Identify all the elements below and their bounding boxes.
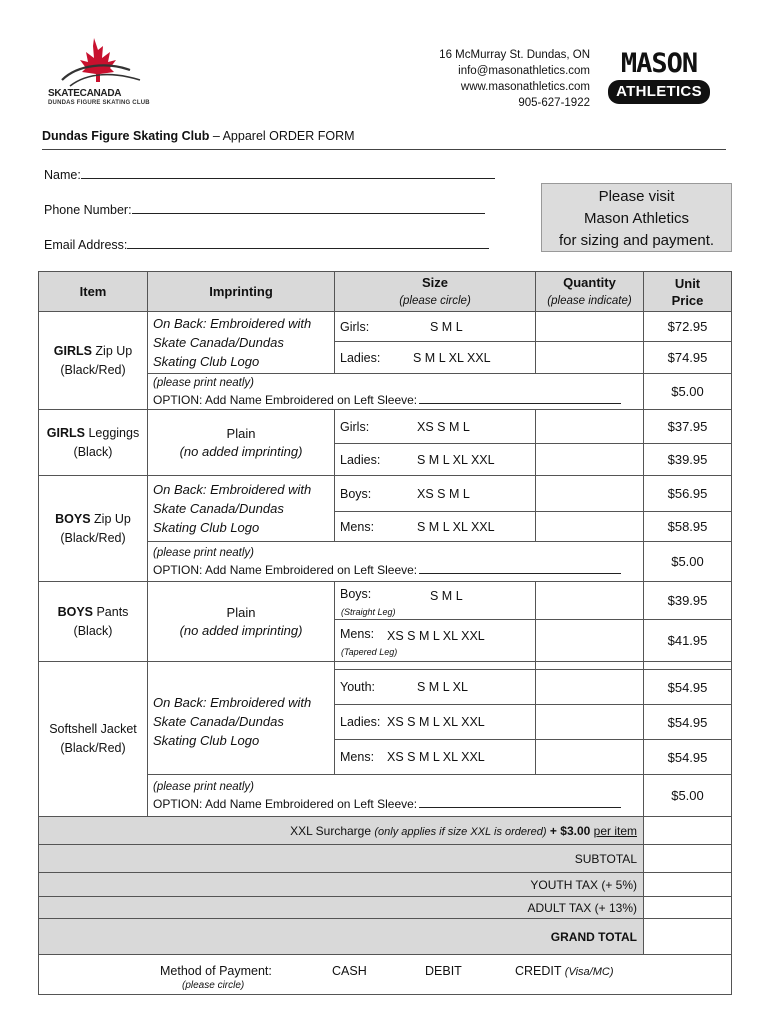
adult-tax-row: [39, 897, 732, 919]
size-boys[interactable]: Boys: S M L (Straight Leg): [335, 582, 536, 620]
youth-tax-label: YOUTH TAX (+ 5%): [39, 873, 644, 897]
price-boys-zip-mens: $58.95: [644, 512, 732, 542]
qty-boys-zip-boys[interactable]: [536, 476, 644, 512]
athletics-wordmark: ATHLETICS: [608, 80, 710, 104]
imprint-girls-zip: On Back: Embroidered with Skate Canada/Dundas Skating Club Logo: [148, 312, 335, 374]
item-boys-zip: BOYS Zip Up (Black/Red): [39, 476, 148, 582]
payment-cash[interactable]: CASH: [332, 964, 367, 978]
youth-tax-value[interactable]: [644, 873, 732, 897]
visit-line-2: Mason Athletics: [583, 210, 690, 227]
maple-leaf-icon: [48, 36, 158, 92]
visit-line-3: for sizing and payment.: [558, 232, 715, 249]
youth-tax-row: [39, 873, 732, 897]
price-boys-zip-boys: $56.95: [644, 476, 732, 512]
col-quantity: Quantity (please indicate): [536, 272, 644, 312]
qty-softshell-ladies[interactable]: [536, 705, 644, 740]
payment-row: [39, 955, 732, 995]
visit-notice: [541, 183, 732, 252]
price-option-girls-zip: $5.00: [644, 374, 732, 410]
subtotal-value[interactable]: [644, 845, 732, 873]
title-divider: [42, 149, 726, 150]
payment-credit[interactable]: CREDIT (Visa/MC): [515, 964, 614, 978]
price-softshell-mens: $54.95: [644, 740, 732, 775]
imprint-boys-zip: On Back: Embroidered with Skate Canada/Dundas Skating Club Logo: [148, 476, 335, 542]
adult-tax-value[interactable]: [644, 897, 732, 919]
adult-tax-label: ADULT TAX (+ 13%): [39, 897, 644, 919]
qty-softshell-mens[interactable]: [536, 740, 644, 775]
email-label: Email Address:: [44, 238, 128, 252]
skate-canada-wordmark: SKATECANADA: [48, 88, 122, 99]
sleeve-name-input[interactable]: [419, 796, 621, 808]
sleeve-name-input[interactable]: [419, 392, 621, 404]
price-option-boys-zip: $5.00: [644, 542, 732, 582]
table-header-row: [39, 272, 732, 312]
col-size: Size (please circle): [335, 272, 536, 312]
straight-leg-note: (Straight Leg): [341, 607, 396, 617]
col-imprinting: Imprinting: [148, 272, 335, 312]
sleeve-name-input[interactable]: [419, 562, 621, 574]
size-boys[interactable]: Boys: XS S M L: [335, 476, 536, 512]
table-row: [39, 410, 732, 444]
option-softshell: (please print neatly) OPTION: Add Name Embroidered on Left Sleeve:: [148, 775, 644, 817]
club-name: Dundas Figure Skating Club: [42, 129, 210, 143]
contact-block: [439, 47, 590, 111]
size-mens[interactable]: Mens: XS S M L XL XXL: [335, 740, 536, 775]
qty-girls-leggings-ladies[interactable]: [536, 444, 644, 476]
price-girls-zip-girls: $72.95: [644, 312, 732, 342]
size-girls[interactable]: Girls: S M L: [335, 312, 536, 342]
price-softshell-ladies: $54.95: [644, 705, 732, 740]
phone-input[interactable]: [132, 201, 485, 214]
xxl-surcharge-label: XXL Surcharge (only applies if size XXL is ordered) + $3.00 per item: [39, 817, 644, 845]
table-row: [39, 476, 732, 512]
name-label: Name:: [44, 168, 81, 182]
qty-softshell-youth[interactable]: [536, 670, 644, 705]
subtotal-label: SUBTOTAL: [39, 845, 644, 873]
size-youth[interactable]: Youth: S M L XL: [335, 670, 536, 705]
payment-debit[interactable]: DEBIT: [425, 964, 462, 978]
price-boys-pants-boys: $39.95: [644, 582, 732, 620]
table-row: [39, 582, 732, 620]
size-mens[interactable]: Mens: S M L XL XXL: [335, 512, 536, 542]
price-softshell-youth: $54.95: [644, 670, 732, 705]
price-girls-leggings-girls: $37.95: [644, 410, 732, 444]
club-wordmark: DUNDAS FIGURE SKATING CLUB: [48, 100, 150, 106]
mason-athletics-logo: [608, 50, 710, 104]
imprint-girls-leggings: Plain (no added imprinting): [148, 410, 335, 476]
qty-boys-pants-boys[interactable]: [536, 582, 644, 620]
imprint-softshell: On Back: Embroidered with Skate Canada/Dundas Skating Club Logo: [148, 670, 335, 775]
phone-field: [44, 201, 485, 217]
item-softshell: Softshell Jacket (Black/Red): [39, 662, 148, 817]
price-girls-leggings-ladies: $39.95: [644, 444, 732, 476]
subtotal-row: [39, 845, 732, 873]
name-input[interactable]: [81, 166, 495, 179]
imprint-boys-pants: Plain (no added imprinting): [148, 582, 335, 662]
xxl-surcharge-value[interactable]: [644, 817, 732, 845]
qty-boys-zip-mens[interactable]: [536, 512, 644, 542]
qty-girls-zip-girls[interactable]: [536, 312, 644, 342]
qty-boys-pants-mens[interactable]: [536, 620, 644, 662]
grand-total-value[interactable]: [644, 919, 732, 955]
col-unit-price: Unit Price: [644, 272, 732, 312]
price-boys-pants-mens: $41.95: [644, 620, 732, 662]
table-row: [39, 312, 732, 342]
price-girls-zip-ladies: $74.95: [644, 342, 732, 374]
email-field: [44, 236, 489, 252]
order-table: [38, 271, 732, 995]
qty-girls-leggings-girls[interactable]: [536, 410, 644, 444]
item-girls-zip: GIRLS Zip Up (Black/Red): [39, 312, 148, 410]
option-girls-zip: (please print neatly) OPTION: Add Name Embroidered on Left Sleeve:: [148, 374, 644, 410]
website: www.masonathletics.com: [460, 81, 590, 93]
item-boys-pants: BOYS Pants (Black): [39, 582, 148, 662]
phone-label: Phone Number:: [44, 203, 132, 217]
size-ladies[interactable]: Ladies: XS S M L XL XXL: [335, 705, 536, 740]
name-field: [44, 166, 495, 182]
payment-note: (please circle): [182, 980, 245, 991]
tapered-leg-note: (Tapered Leg): [341, 647, 398, 657]
price-option-softshell: $5.00: [644, 775, 732, 817]
qty-girls-zip-ladies[interactable]: [536, 342, 644, 374]
form-name: – Apparel ORDER FORM: [209, 129, 355, 143]
address: 16 McMurray St. Dundas, ON: [439, 49, 590, 61]
table-row-spacer: [39, 662, 732, 670]
size-ladies[interactable]: Ladies: S M L XL XXL: [335, 444, 536, 476]
visit-line-1: Please visit: [598, 188, 675, 205]
mason-wordmark: MASON: [620, 48, 698, 79]
option-boys-zip: (please print neatly) OPTION: Add Name Embroidered on Left Sleeve:: [148, 542, 644, 582]
email-input[interactable]: [127, 236, 489, 249]
size-ladies[interactable]: Ladies: S M L XL XXL: [335, 342, 536, 374]
form-title: [42, 129, 355, 143]
phone: 905-627-1922: [518, 97, 590, 109]
email: info@masonathletics.com: [458, 65, 590, 77]
grand-total-label: GRAND TOTAL: [39, 919, 644, 955]
payment-label: Method of Payment:: [160, 964, 272, 978]
grand-total-row: [39, 919, 732, 955]
item-girls-leggings: GIRLS Leggings (Black): [39, 410, 148, 476]
payment-method: [39, 955, 732, 995]
col-item: Item: [39, 272, 148, 312]
size-girls[interactable]: Girls: XS S M L: [335, 410, 536, 444]
xxl-surcharge-row: [39, 817, 732, 845]
size-mens[interactable]: Mens: XS S M L XL XXL (Tapered Leg): [335, 620, 536, 662]
